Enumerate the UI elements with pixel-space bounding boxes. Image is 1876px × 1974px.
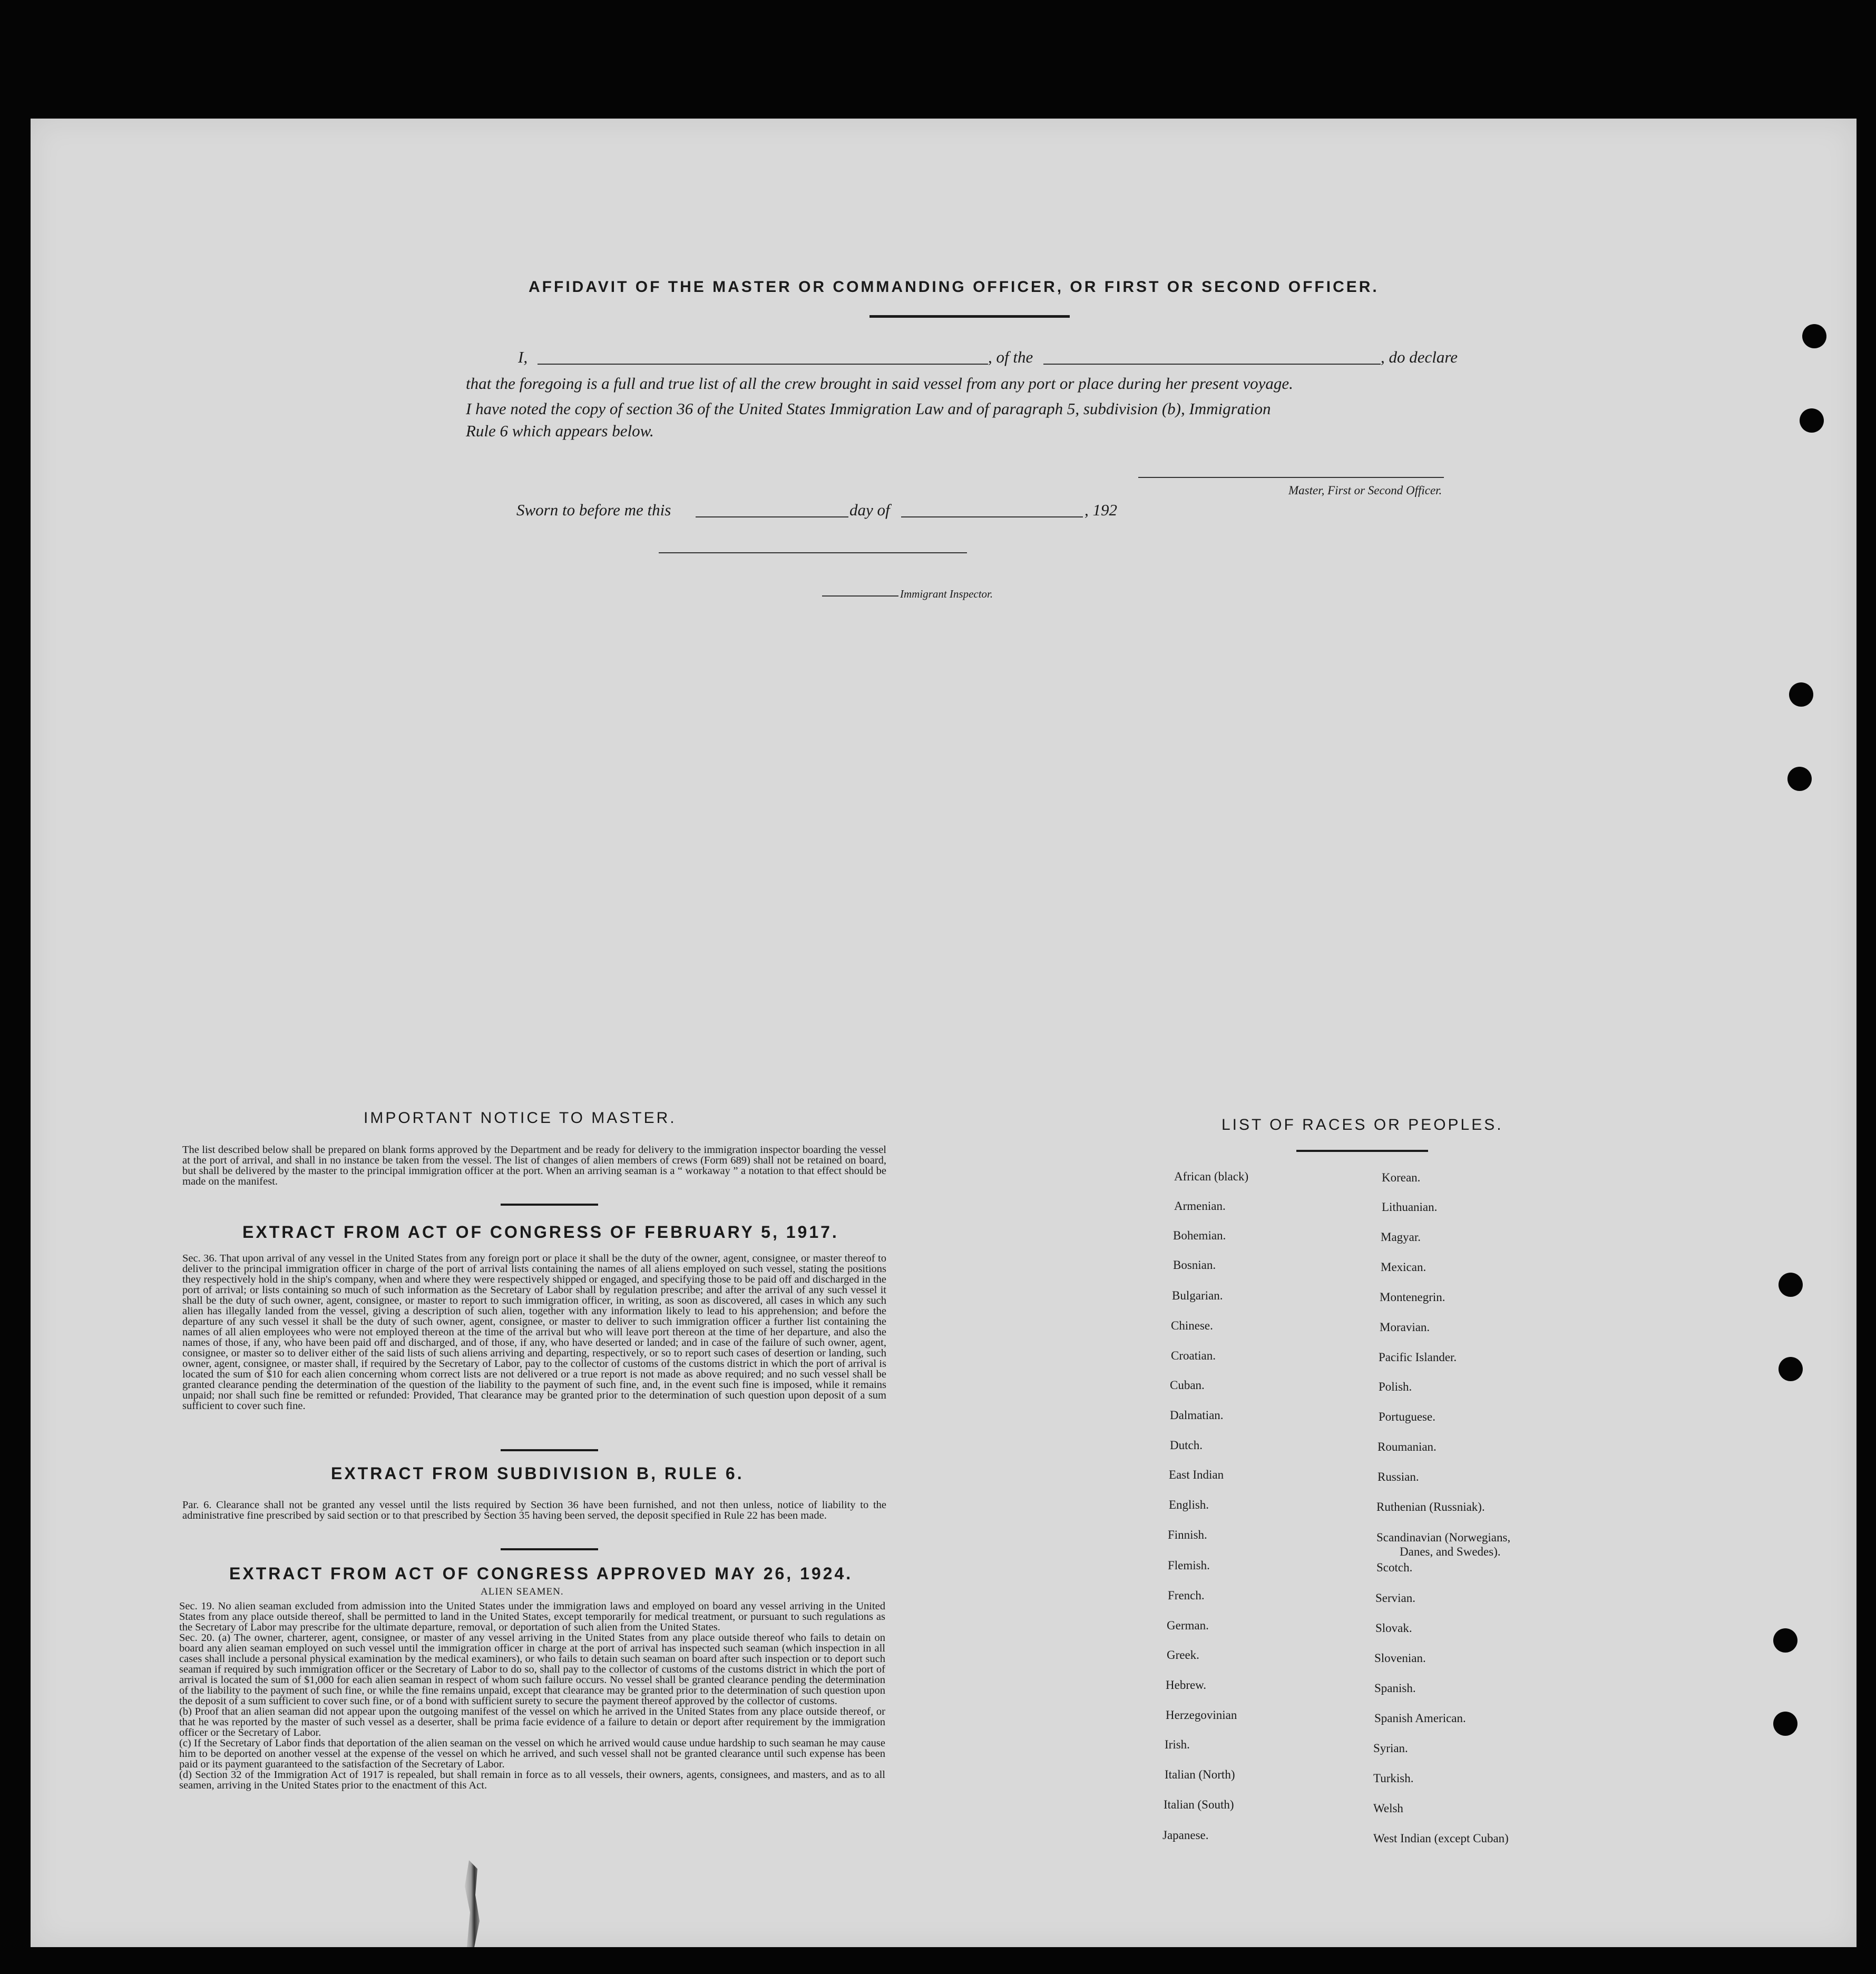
extract-rule6-rule (501, 1548, 598, 1550)
extract-1924-title: EXTRACT FROM ACT OF CONGRESS APPROVED MAY 26, 1924. (229, 1564, 853, 1583)
race-left-item: Greek. (1167, 1648, 1199, 1662)
notice-body: The list described below shall be prepared on blank forms approved by the Department and be ready for delivery to the immigration inspector boarding the vessel at the port of arrival, and shall in no instance be taken from the vessel. The list of changes of alien members of crews (Form 689) shall not be retained on board, but shall be delivered by the master to the principal immigration officer at the port. When an arriving seaman is a “ workaway ” a notation to that effect should be made on the manifest. (182, 1144, 886, 1187)
race-right-item: Korean. (1382, 1171, 1421, 1184)
race-right-item: Servian. (1375, 1591, 1416, 1605)
race-left-item: Chinese. (1171, 1319, 1213, 1332)
extract-1924-body (179, 1601, 885, 1791)
sec20d-text: (d) Section 32 of the Immigration Act of 1917 is repealed, but shall remain in force as to all vessels, their owners, agents, consignees, and masters, and as to all seamen, arriving in the United States prior to the enactment of this Act. (179, 1769, 885, 1791)
race-left-item: Cuban. (1170, 1379, 1205, 1392)
race-right-item: Moravian. (1380, 1321, 1430, 1334)
master-signature-line (1138, 477, 1444, 478)
inspector-caption: Immigrant Inspector. (900, 588, 993, 600)
binder-hole (1787, 767, 1812, 791)
declaration-line-3: I have noted the copy of section 36 of the United States Immigration Law and of paragraph 5, subdivision (b), Immigration (466, 399, 1271, 418)
sworn-day-blank (696, 516, 848, 517)
binder-hole (1800, 408, 1824, 433)
race-right-item: Spanish. (1374, 1682, 1416, 1695)
race-left-item: Hebrew. (1166, 1678, 1207, 1692)
extract-rule6-title: EXTRACT FROM SUBDIVISION B, RULE 6. (331, 1464, 744, 1483)
notice-rule (501, 1204, 598, 1206)
master-caption: Master, First or Second Officer. (1288, 484, 1442, 497)
race-right-item: Montenegrin. (1380, 1291, 1445, 1304)
race-right-item: Lithuanian. (1382, 1200, 1438, 1214)
race-right-item: Scotch. (1376, 1561, 1413, 1574)
race-left-item: French. (1168, 1589, 1205, 1602)
declaration-line-2: that the foregoing is a full and true list of all the crew brought in said vessel from any port or place during her present voyage. (466, 374, 1293, 393)
race-right-item: Welsh (1373, 1802, 1403, 1815)
sec19-text: Sec. 19. No alien seaman excluded from admission into the United States under the immigration laws and employed on board any vessel arriving in the United States from any place outside thereof, shall be permitted to land in the United States, except temporarily for medical treatment, or pursuant to such regulations as the Secretary of Labor may prescribe for the ultimate departure, removal, or deportation of such alien from the United States. (179, 1600, 885, 1633)
binder-hole (1773, 1628, 1797, 1653)
race-right-item: Pacific Islander. (1379, 1351, 1457, 1364)
race-left-item: East Indian (1169, 1468, 1224, 1481)
race-left-item: German. (1167, 1619, 1209, 1632)
race-left-item: Dalmatian. (1170, 1409, 1224, 1422)
race-left-item: Japanese. (1162, 1829, 1209, 1842)
race-left-item: Bosnian. (1173, 1258, 1216, 1272)
race-left-item: Bohemian. (1173, 1229, 1226, 1242)
race-left-item: African (black) (1174, 1170, 1249, 1183)
year-text: , 192 (1084, 501, 1117, 519)
name-blank (538, 364, 988, 365)
race-left-item: Irish. (1165, 1738, 1190, 1751)
race-left-item: Italian (South) (1164, 1798, 1234, 1811)
race-right-item: Ruthenian (Russniak). (1376, 1500, 1485, 1513)
race-left-item: Finnish. (1168, 1528, 1207, 1541)
extract-1917-title: EXTRACT FROM ACT OF CONGRESS OF FEBRUARY 5, 1917. (242, 1223, 839, 1242)
races-title: LIST OF RACES OR PEOPLES. (1222, 1116, 1503, 1133)
race-left-item: English. (1169, 1498, 1209, 1511)
race-left-item: Herzegovinian (1166, 1708, 1237, 1722)
notice-title: IMPORTANT NOTICE TO MASTER. (364, 1109, 677, 1127)
day-of-text: day of (849, 501, 890, 519)
race-left-item: Bulgarian. (1172, 1289, 1223, 1302)
race-right-item: Syrian. (1373, 1742, 1408, 1755)
race-right-item: Mexican. (1381, 1260, 1426, 1274)
race-left-item: Croatian. (1171, 1349, 1216, 1362)
sworn-text: Sworn to before me this (516, 501, 671, 519)
race-left-item: Armenian. (1174, 1199, 1226, 1213)
declaration-i: I, (518, 348, 528, 366)
binder-hole (1789, 682, 1813, 707)
binder-hole (1802, 324, 1826, 348)
race-right-item: Danes, and Swedes). (1400, 1545, 1501, 1558)
race-left-item: Italian (North) (1165, 1768, 1235, 1781)
binder-hole (1779, 1273, 1803, 1297)
race-right-item: Polish. (1379, 1380, 1412, 1393)
declaration-line-4: Rule 6 which appears below. (466, 422, 654, 440)
sworn-month-blank (901, 516, 1083, 517)
race-right-item: Roumanian. (1377, 1440, 1437, 1453)
race-right-item: Spanish American. (1374, 1712, 1466, 1725)
race-right-item: Slovenian. (1374, 1651, 1426, 1665)
inspector-short-line (822, 595, 898, 597)
declaration-declare: , do declare (1381, 348, 1458, 366)
sec20c-text: (c) If the Secretary of Labor finds that deportation of the alien seaman on the vessel on which he arrived would cause undue hardship to such seaman he may cause him to be deported on another vessel at the expense of the vessel on which he arrived, and such vessel shall not be granted clearance until such expense has been paid or its payment guaranteed to the satisfaction of the Secretary of Labor. (179, 1737, 885, 1770)
race-right-item: Turkish. (1373, 1772, 1414, 1785)
race-right-item: Scandinavian (Norwegians, (1376, 1531, 1511, 1544)
races-rule (1296, 1150, 1428, 1152)
title-rule (869, 315, 1070, 318)
affidavit-title: AFFIDAVIT OF THE MASTER OR COMMANDING OFFICER, OR FIRST OR SECOND OFFICER. (529, 278, 1379, 296)
extract-rule6-body: Par. 6. Clearance shall not be granted any vessel until the lists required by Section 36 have been furnished, and not then unless, notice of liability to the administrative fine prescribed by said section or to that prescribed by Section 35 having been served, the deposit specified in Rule 22 has been made. (182, 1499, 886, 1521)
sec20b-text: (b) Proof that an alien seaman did not appear upon the outgoing manifest of the vessel on which he arrived in the United States from any place outside thereof, or that he was reported by the master of such vessel as a deserter, shall be prima facie evidence of a failure to detain or deport after requirement by the immigration officer or the Secretary of Labor. (179, 1706, 885, 1738)
binder-hole (1773, 1712, 1797, 1736)
race-right-item: Russian. (1377, 1470, 1419, 1483)
sec20a-text: Sec. 20. (a) The owner, charterer, agent, consignee, or master of any vessel arriving in the United States from any place outside thereof who fails to detain on board any alien seaman employed on such vessel until the immigration officer in charge at the port of arrival has inspected such seaman (which inspection in all cases shall include a personal physical examination by the medical examiners), or who fails to detain such seaman on board after such inspection or to deport such seaman if required by such immigration officer or the Secretary of Labor to do so, shall pay to the collector of customs of the customs district in which the port of arrival is located the sum of $1,000 for each alien seaman in respect of whom such failure occurs. No vessel shall be granted clearance pending the determination of the liability to the payment of such fine, or while the fine remains unpaid, except that clearance may be granted prior to the determination of such question upon the deposit of a sum sufficient to cover such fine, or of a bond with sufficient surety to secure the payment thereof approved by the collector of customs. (179, 1632, 885, 1707)
race-right-item: West Indian (except Cuban) (1373, 1832, 1509, 1845)
extract-1917-body: Sec. 36. That upon arrival of any vessel in the United States from any foreign port or place it shall be the duty of the owner, agent, consignee, or master thereof to deliver to the principal immigration officer in charge of the port of arrival lists containing the names of all aliens employed on such vessel, stating the positions they respectively hold in the ship's company, when and where they were respectively shipped or engaged, and specifying those to be paid off and discharged in the port of arrival; or lists containing so much of such information as the Secretary of Labor shall by regulation prescribe; and after the arrival of any such vessel it shall be the duty of such owner, agent, consignee, or master to report to such immigration officer, in writing, as soon as discovered, all cases in which any such alien has illegally landed from the vessel, giving a description of such alien, together with any information likely to lead to his apprehension; and before the departure of any such vessel it shall be the duty of such owner, agent, consignee, or master to deliver to such immigration officer a further list containing the names of all alien employees who were not employed thereon at the time of the arrival but who will leave port thereon at the time of her departure, and also the names of those, if any, who have been paid off and discharged, and of those, if any, who have deserted or landed; and in case of the failure of such owner, agent, consignee, or master so to deliver either of the said lists of such aliens arriving and departing, respectively, or so to report such cases of desertion or landing, such owner, agent, consignee, or master shall, if required by the Secretary of Labor, pay to the collector of customs of the customs district in which the port of arrival is located the sum of $10 for each alien concerning whom correct lists are not delivered or a true report is not made as above required; and no such vessel shall be granted clearance pending the determination of the question of the liability to the payment of such fine, and, in the event such fine is imposed, while it remains unpaid; nor shall such fine be remitted or refunded: Provided, That clearance may be granted prior to the determination of such question upon deposit of a sum sufficient to cover such fine. (182, 1253, 886, 1412)
race-right-item: Portuguese. (1379, 1410, 1435, 1423)
inspector-signature-line (659, 552, 967, 553)
extract-1924-subtitle: ALIEN SEAMEN. (481, 1586, 564, 1597)
extract-1917-rule (501, 1449, 598, 1451)
race-left-item: Flemish. (1168, 1559, 1210, 1572)
vessel-blank (1043, 364, 1381, 365)
binder-hole (1779, 1357, 1803, 1381)
race-right-item: Slovak. (1375, 1621, 1412, 1635)
race-right-item: Magyar. (1381, 1230, 1421, 1244)
declaration-of-the: , of the (988, 348, 1033, 366)
race-left-item: Dutch. (1170, 1439, 1203, 1452)
